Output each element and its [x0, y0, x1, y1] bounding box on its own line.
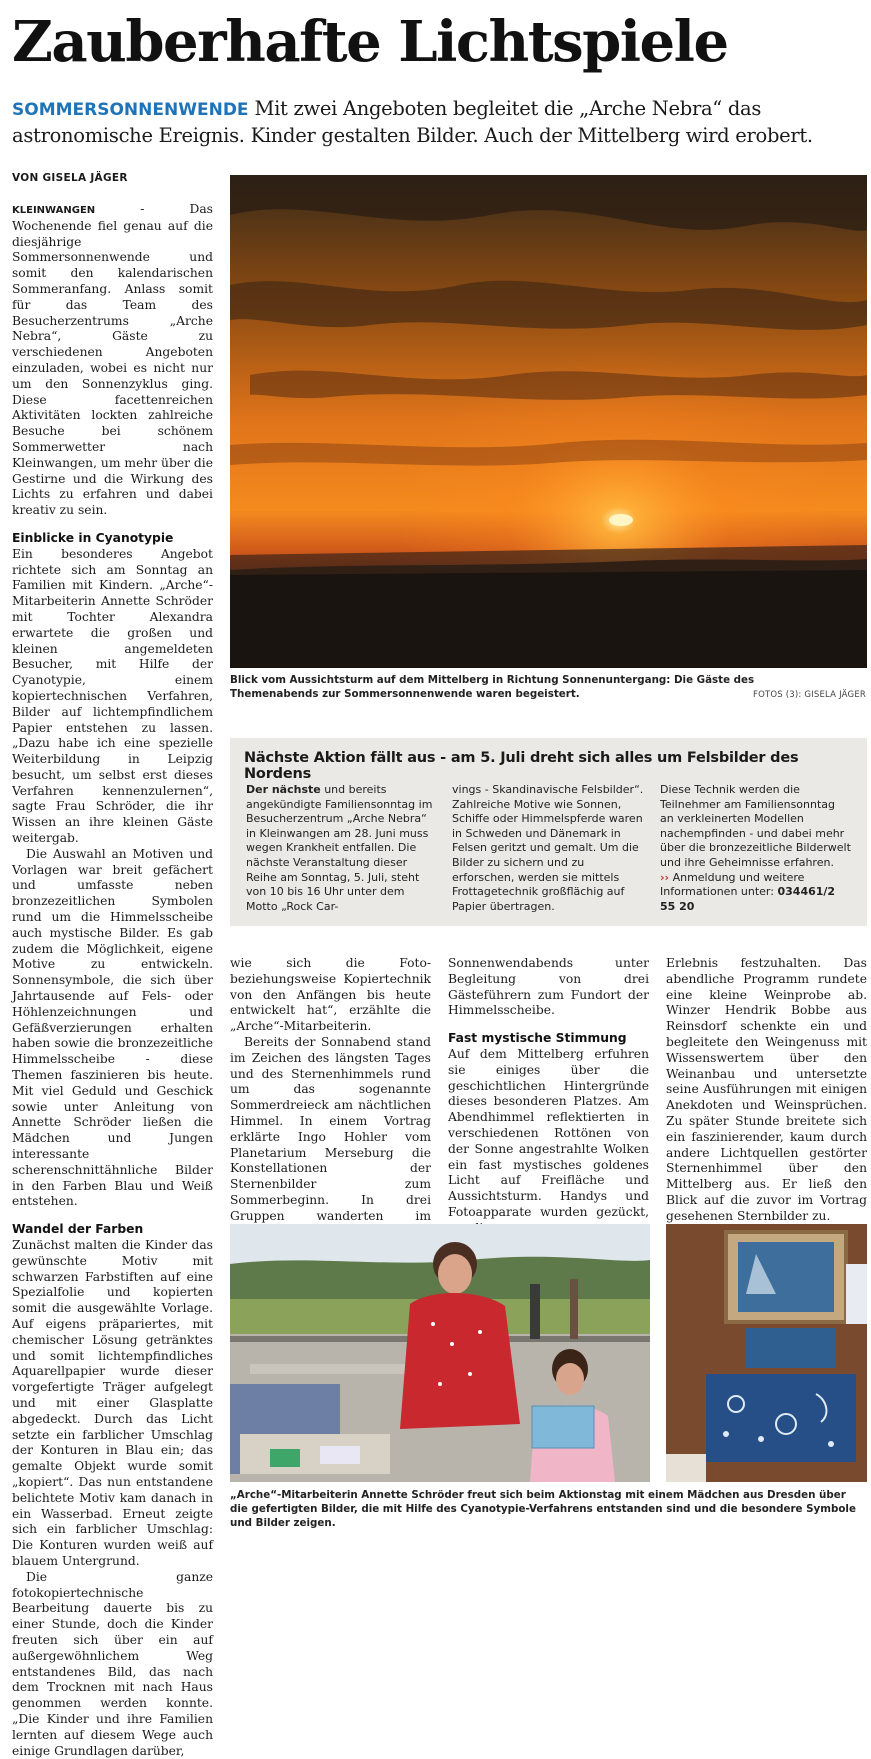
deck-kicker: SOMMERSONNENWENDE [12, 100, 249, 120]
photo-credit: FOTOS (3): GISELA JÄGER [753, 690, 866, 700]
sunset-photo-image [230, 175, 867, 668]
paragraph-text: - Das Wochenende fiel genau auf die diesjährige Sommersonnenwende und somit den kalendarischen Sommeranfang. Anlass somit für das Team des Besucherzentrums „Arche Nebra“, Gäste zu verschiedenen Angeboten einzuladen, wobei es nicht nur um den Sonnenzyklus ging. Diese facettenreichen Aktivitäten lockten zahlreiche Besuche bei schönem Sommerwetter nach Kleinwangen, um mehr über die Gestirne und die Wirkung des Lichts zu erfahren und dabei kreativ zu sein. [12, 202, 213, 518]
article-column-1 [12, 202, 213, 1758]
headline: Zauberhafte Lichtspiele [12, 9, 728, 75]
article-column-3 [448, 956, 649, 1219]
cyanotype-prints-image [666, 1224, 867, 1482]
info-box-text: und bereits angekündigte Familiensonntag im Besucherzentrum „Arche Nebra“ in Kleinwangen am 28. Juni muss wegen Krankheit entfallen. Die nächste Veranstaltung dieser Reihe am Sonntag, 5. Juli, steht von 10 bis 16 Uhr unter dem Motto „Rock Car- [246, 783, 433, 913]
sunset-photo [230, 175, 867, 668]
article-column-2 [230, 956, 431, 1223]
cyanotype-prints-photo [666, 1224, 867, 1482]
subheading-cyanotypie: Einblicke in Cyanotypie [12, 530, 174, 545]
workshop-photo [230, 1224, 650, 1482]
info-box-column-2: vings - Skandinavische Felsbilder“. Zahlreiche Motive wie Sonnen, Schiffe oder Himmelspferde waren in Schweden und Dänemark in Felsen geritzt und gemalt. Um die Bilder zu sichern und zu erforschen, werden sie mittels Frottagetechnik großflächig auf Papier übertragen. [452, 783, 644, 913]
article-paragraph: Sonnenwendabends unter Begleitung von drei Gästeführern zum Fundort der Himmelsscheibe. [448, 956, 649, 1018]
article-paragraph: Auf dem Mittelberg erfuhren sie einiges über die geschichtlichen Hintergründe dieses besonderen Platzes. Am Abendhimmel reflektierten in verschiedenen Rottönen von der Sonne angestrahlte Wolken ein fast mystisches goldenes Licht auf Freifläche und Aussichtsturm. Handys und Fotoapparate wurden gezückt, [448, 1046, 649, 1219]
subheading-mystisch: Fast mystische Stimmung [448, 1031, 627, 1046]
workshop-photo-caption: „Arche“-Mitarbeiterin Annette Schröder freut sich beim Aktionstag mit einem Mädchen aus Dresden über die gefertigten Bilder, die mit Hilfe des Cyanotypie-Verfahrens entstanden sind und die besondere Symbole und Bilder zeigen. [230, 1489, 856, 1529]
info-box [230, 738, 867, 926]
article-paragraph: Erlebnis festzuhalten. Das abendliche Programm rundete eine kleine Weinprobe ab. Winzer Hendrik Bobbe aus Reinsdorf schenkte ein und begleitete den Weingenuss mit Wissenswertem über den Weinanbau und untersetzte seine Ausführungen mit einigen Anekdoten und Weinsprüchen. Zu später Stunde breitete sich ein faszinierender, kaum durch andere Lichtquellen gestörter Sternenhimmel über den Mittelberg aus. Er ließ den Blick auf die zuvor im Vortrag gesehenen Sternbilder zu. [666, 956, 867, 1223]
dateline: KLEINWANGEN [12, 205, 96, 216]
subheading-wandel: Wandel der Farben [12, 1222, 144, 1237]
article-paragraph: Ein besonderes Angebot richtete sich am Sonntag an Familien mit Kindern. „Arche“-Mitarbeiterin Annette Schröder mit Tochter Alexandra erwartete die großen und kleinen angemeldeten Besucher, mit Hilfe der Cyanotypie, einem kopiertechnischen Verfahren, Bilder auf lichtempfindlichem Papier entstehen zu lassen. „Dazu habe ich eine spezielle Weiterbildung in Leipzig besucht, um selbst erst dieses Verfahren kennenzulernen“, sagte Frau Schröder, die ihr Wissen an ihre kleinen Gäste weitergab. [12, 546, 213, 846]
deck-text: Mit zwei Angeboten begleitet die „Arche Nebra“ das astronomische Ereignis. Kinder gestalten Bilder. Auch der Mittelberg wird erobert. [12, 97, 813, 147]
arrow-icon: ›› [660, 870, 670, 884]
contact-text: Anmeldung und weitere Informationen unter: [660, 870, 805, 899]
info-box-title: Nächste Aktion fällt aus - am 5. Juli dreht sich alles um Felsbilder des Nordens [244, 750, 799, 782]
sunset-photo-caption: Blick vom Aussichtsturm auf dem Mittelberg in Richtung Sonnenuntergang: Die Gäste des Themenabends zur Sommersonnenwende waren begeistert. [230, 674, 755, 700]
article-paragraph: wie sich die Foto- beziehungsweise Kopiertechnik von den Anfängen bis heute entwickelt hat“, erzählte die „Arche“-Mitarbeiterin. [230, 956, 431, 1034]
phone-number: 034461/2 55 20 [660, 885, 836, 913]
article-column-4 [666, 956, 867, 1223]
article-paragraph: Zunächst malten die Kinder das gewünschte Motiv mit schwarzen Farbstiften auf eine Spezialfolie und kopierten somit die ausgewählte Vorlage. Auf eigens präpariertes, mit chemischer Lösung getränktes und somit lichtempfindliches Aquarellpapier wurde dieser vorgefertigte Träger aufgelegt und mit einer Glasplatte abgedeckt. Durch das Licht setzte ein farblicher Umschlag der Konturen in Blau ein; das gemalte Objekt wurde somit „kopiert“. Das nun entstandene belichtete Motiv kam danach in ein Wasserbad. Erneut zeigte sich ein farblicher Umschlag: Die Konturen wurden weiß auf blauem Untergrund. [12, 1238, 213, 1568]
deck [12, 96, 862, 148]
article-paragraph [12, 202, 213, 519]
info-box-column-3 [660, 783, 852, 914]
info-box-lead: Der nächste [246, 783, 321, 796]
article-paragraph: Die ganze fotokopiertechnische Bearbeitung dauerte bis zu einer Stunde, doch die Kinder freuten sich über ein auf außergewöhnlichem Weg entstandenes Bild, das nach dem Trocknen mit nach Haus genommen werden konnte. „Die Kinder und ihre Familien lernten auf diesem Wege auch einige Grundlagen darüber, [12, 1569, 213, 1758]
info-box-text: Diese Technik werden die Teilnehmer am Familiensonntag an verkleinerten Modellen nachempfinden - und dabei mehr über die bronzezeitliche Bilderwelt und ihre Geheimnisse erfahren. [660, 783, 851, 869]
info-box-column-1 [246, 783, 438, 914]
article-paragraph: Die Auswahl an Motiven und Vorlagen war breit gefächert und umfasste neben bronzezeitlichen Symbolen rund um die Himmelsscheibe auch mystische Bilder. Es gab zudem die Möglichkeit, eigene Motive zu entwickeln. Sonnensymbole, die sich über Jahrtausende auf Fels- oder Höhlenzeichnungen und Gefäßverzierungen erhalten haben sowie die bronzezeitliche Himmelsscheibe - diese Themen faszinieren bis heute. Mit viel Geduld und Geschick sowie unter Anleitung von Annette Schröder ließen die Mädchen und Jungen interessante scherenschnittähnliche Bilder in den Farben Blau und Weiß entstehen. [12, 846, 213, 1209]
byline: VON GISELA JÄGER [12, 172, 128, 184]
article-paragraph: Bereits der Sonnabend stand im Zeichen des längsten Tages und des Sternenhimmels rund um das sogenannte Sommerdreieck am nächtlichen Himmel. In einem Vortrag erklärte Ingo Hohler vom Planetarium Merseburg die Konstellationen der Sternenbilder zum Sommerbeginn. In drei Gruppen wanderten im [230, 1034, 431, 1223]
workshop-photo-image [230, 1224, 650, 1482]
